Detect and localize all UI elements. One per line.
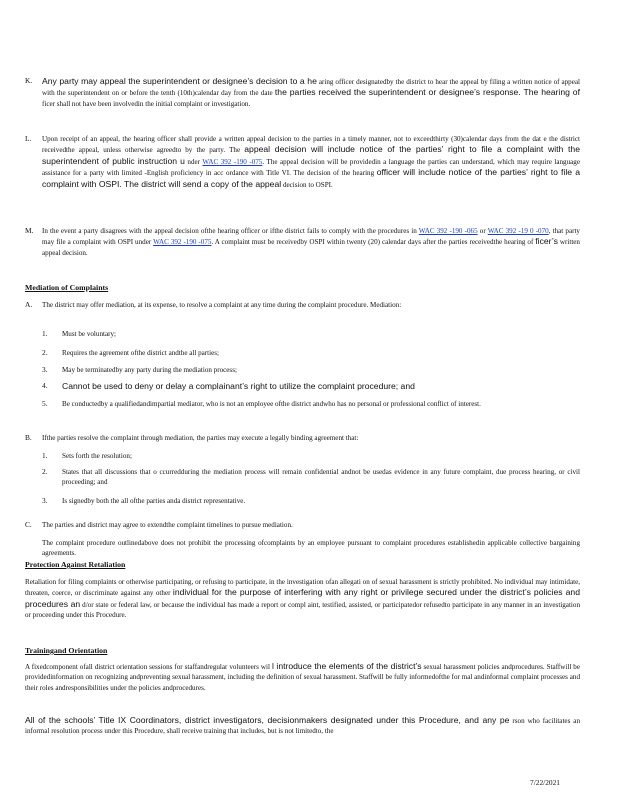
text-run: nder xyxy=(187,157,201,166)
item-marker: B. xyxy=(25,433,32,442)
list-text: Requires the agreement ofthe district andthe all parties; xyxy=(62,349,219,357)
list-item xyxy=(42,381,580,392)
text-run: . A complaint must be receivedby OSPI within twenty (20) calendar days after the parties receivedthe hearing of xyxy=(211,238,534,247)
list-item xyxy=(42,496,580,506)
text-run: decision to OSPI. xyxy=(282,180,333,189)
text-run: . The appeal decision will be providedin a language the parties can understand, which may require language assistance for a party with limited -English proficiency in acc ordance with Title VI. The decision of the hearing xyxy=(42,157,580,178)
text-run: individual for the purpose of interfering with any right or privilege secured under the district’s policies and procedures an xyxy=(25,587,580,609)
list-item xyxy=(42,329,580,339)
paragraph-text: The district may offer mediation, at its expense, to resolve a complaint at any time during the complaint procedure. Mediation: xyxy=(42,301,402,309)
text-run: A fixedcomponent ofall district orientation sessions for staffandregular volunteers wil xyxy=(25,663,270,671)
list-text: Sets forth the resolution; xyxy=(62,452,132,460)
text-run: In the event a party disagrees with the appeal decision ofthe hearing officer or ifthe district fails to comply with the procedures in xyxy=(42,227,417,235)
text-run: appeal decision will include notice of the parties’ right to file a complaint with the superintendent of public instruction u xyxy=(42,144,580,166)
text-run: written appeal decision. xyxy=(42,238,580,257)
item-marker: C. xyxy=(25,520,32,529)
paragraph-c xyxy=(25,520,580,530)
item-marker: K. xyxy=(25,76,33,85)
text-run: Upon receipt of an appeal, the hearing officer shall provide a written appeal decision to the parties in a timely manner, not to exceedthirty (30)calendar days from the dat e the district receivedthe appeal, unless otherwise agreedto by the party. The xyxy=(42,135,580,155)
list-number: 5. xyxy=(42,399,48,408)
paragraph-m xyxy=(25,226,580,258)
paragraph-text: The parties and district may agree to extendthe complaint timelines to pursue mediation. xyxy=(42,521,293,529)
paragraph-c-note xyxy=(42,538,580,559)
list-text: Cannot be used to deny or delay a complainant’s right to utilize the complaint procedure; and xyxy=(62,381,415,391)
text-run: Retaliation for filing complaints or otherwise participating, or refusing to participate, in the investigation ofan allegati on of sexual harassment is strictly prohibited. No individual may intimidate, threaten, coerce, or discriminate against any other xyxy=(25,578,580,598)
list-number: 4. xyxy=(42,381,48,390)
list-item xyxy=(42,451,580,461)
text-run: or xyxy=(479,227,486,235)
list-number: 3. xyxy=(42,496,48,505)
list-item xyxy=(42,467,580,488)
item-marker: L. xyxy=(25,134,32,143)
footer-date: 7/22/2021 xyxy=(530,778,560,787)
text-run: l introduce the elements of the district’s xyxy=(271,661,422,671)
list-item xyxy=(42,399,580,409)
text-run: the parties received the superintendent or designee’s response. The hearing of xyxy=(274,87,580,98)
wac-link[interactable]: WAC 392 -190 -075 xyxy=(153,238,212,247)
paragraph-text: The complaint procedure outlinedabove does not prohibit the processing ofcomplaints by an employee pursuant to complaint procedures establishedin applicable collective bargaining agreements. xyxy=(42,539,580,558)
text-run: ficer shall not have been involvedin the initial complaint or investigation. xyxy=(42,99,251,108)
paragraph-b xyxy=(25,433,580,443)
wac-link[interactable]: WAC 392 -190 -075 xyxy=(202,157,263,166)
retaliation-paragraph xyxy=(25,577,580,621)
item-marker: A. xyxy=(25,300,33,309)
text-run: d/or state or federal law, or because the individual has made a report or compl aint, testified, assisted, or participatedor refusedto participate in any manner in an investigation or proceeding under this Procedure. xyxy=(25,600,580,620)
paragraph-text: Ifthe parties resolve the complaint through mediation, the parties may execute a legally binding agreement that: xyxy=(42,434,359,442)
list-number: 3. xyxy=(42,365,48,374)
text-run: ficer’s xyxy=(535,236,558,247)
list-text: Is signedby both the all ofthe parties anda district representative. xyxy=(62,497,246,505)
list-text: States that all discussions that o ccurredduring the mediation process will remain confidential andnot be usedas evidence in any future complaint, due process hearing, or civil proceeding; and xyxy=(62,468,580,487)
text-run: aring officer designatedby the district to hear the appeal by filing a written notice of appeal with the superintendent on or before the tenth (10th)calendar day from the date xyxy=(42,78,581,98)
list-text: May be terminatedby any party during the mediation process; xyxy=(62,366,237,374)
paragraph-l xyxy=(25,134,580,190)
paragraph-a xyxy=(25,300,580,310)
list-text: Be conductedby a qualifiedandimpartial mediator, who is not an employee ofthe district andwho has no personal or professional conflict of interest. xyxy=(62,400,481,408)
text-run: rson who facilitates an informal resolution process under this Procedure, shall receive training that includes, but is not limitedto, the xyxy=(25,717,580,736)
section-heading-retaliation: Protection Against Retaliation xyxy=(25,560,126,569)
text-run: , that party may file a complaint with OSPI under xyxy=(42,227,580,247)
text-run: Any party may appeal the superintendent or designee’s decision to a he xyxy=(42,76,317,86)
list-number: 1. xyxy=(42,451,48,460)
section-heading-mediation: Mediation of Complaints xyxy=(25,283,109,292)
list-number: 1. xyxy=(42,329,48,338)
text-run: sexual harassment policies andprocedures. Staffwill be providedinformation on recognizing andpreventing sexual harassment, including the definition of sexual harassment. Staffwill be fully informedofthe for mal andinformal complaint processes and their roles andresponsibilities under the policies andprocedures. xyxy=(25,663,580,692)
text-run: officer will include notice of the parties’ right to file a complaint with OSPI. The district will send a copy of the appeal xyxy=(42,167,581,189)
item-marker: M. xyxy=(25,226,34,235)
training-paragraph-2 xyxy=(25,715,580,737)
wac-link[interactable]: WAC 392 -19 0 -070 xyxy=(487,227,549,235)
list-item xyxy=(42,348,580,358)
list-number: 2. xyxy=(42,348,48,357)
list-item xyxy=(42,365,580,375)
paragraph-k xyxy=(25,76,580,109)
list-number: 2. xyxy=(42,467,48,476)
section-heading-training: Trainingand Orientation xyxy=(25,646,108,655)
text-run: All of the schools’ Title IX Coordinators, district investigators, decisionmakers designated under this Procedure, and any pe xyxy=(25,715,510,725)
list-text: Must be voluntary; xyxy=(62,330,116,338)
wac-link[interactable]: WAC 392 -190 -065 xyxy=(418,227,478,235)
training-paragraph xyxy=(25,661,580,693)
